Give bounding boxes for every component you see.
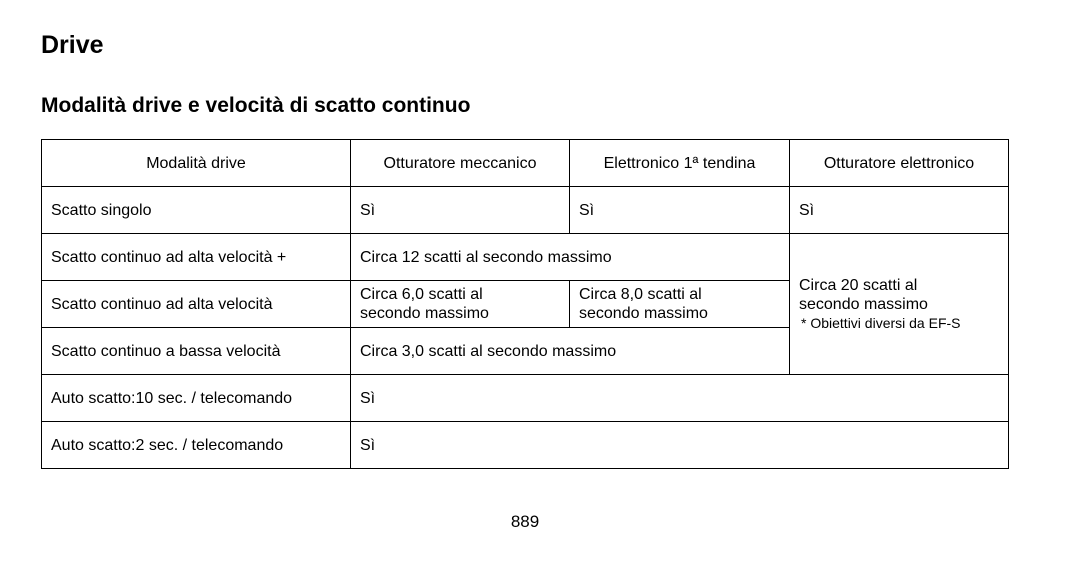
table-row bbox=[42, 375, 1009, 422]
value-line: Circa 8,0 scatti al bbox=[579, 286, 702, 303]
value-line: secondo massimo bbox=[360, 305, 489, 322]
value-cell: Sì bbox=[351, 187, 570, 234]
value-cell bbox=[351, 281, 570, 328]
mode-cell: Auto scatto:10 sec. / telecomando bbox=[42, 375, 351, 422]
value-cell: Circa 12 scatti al secondo massimo bbox=[351, 234, 790, 281]
value-cell bbox=[570, 281, 790, 328]
table-row bbox=[42, 234, 1009, 281]
value-line: secondo massimo bbox=[799, 296, 928, 313]
page-title: Drive bbox=[41, 31, 104, 59]
mode-cell: Scatto continuo a bassa velocità bbox=[42, 328, 351, 375]
column-header: Elettronico 1ª tendina bbox=[570, 140, 790, 187]
section-title: Modalità drive e velocità di scatto continuo bbox=[41, 94, 471, 117]
value-line: Circa 6,0 scatti al bbox=[360, 286, 483, 303]
table-header-row bbox=[42, 140, 1009, 187]
mode-cell: Scatto continuo ad alta velocità + bbox=[42, 234, 351, 281]
value-line: Circa 20 scatti al bbox=[799, 277, 918, 294]
footnote: * Obiettivi diversi da EF-S bbox=[801, 315, 961, 331]
table-row bbox=[42, 187, 1009, 234]
drive-mode-table bbox=[41, 139, 1009, 469]
table-row bbox=[42, 422, 1009, 469]
mode-cell: Scatto continuo ad alta velocità bbox=[42, 281, 351, 328]
value-cell: Circa 3,0 scatti al secondo massimo bbox=[351, 328, 790, 375]
value-cell: Sì bbox=[570, 187, 790, 234]
electronic-continuous-cell bbox=[790, 234, 1009, 375]
value-line: secondo massimo bbox=[579, 305, 708, 322]
column-header: Otturatore elettronico bbox=[790, 140, 1009, 187]
value-cell: Sì bbox=[351, 422, 1009, 469]
mode-cell: Scatto singolo bbox=[42, 187, 351, 234]
column-header: Modalità drive bbox=[42, 140, 351, 187]
column-header: Otturatore meccanico bbox=[351, 140, 570, 187]
mode-cell: Auto scatto:2 sec. / telecomando bbox=[42, 422, 351, 469]
value-cell: Sì bbox=[790, 187, 1009, 234]
page-number: 889 bbox=[510, 512, 540, 531]
value-cell: Sì bbox=[351, 375, 1009, 422]
